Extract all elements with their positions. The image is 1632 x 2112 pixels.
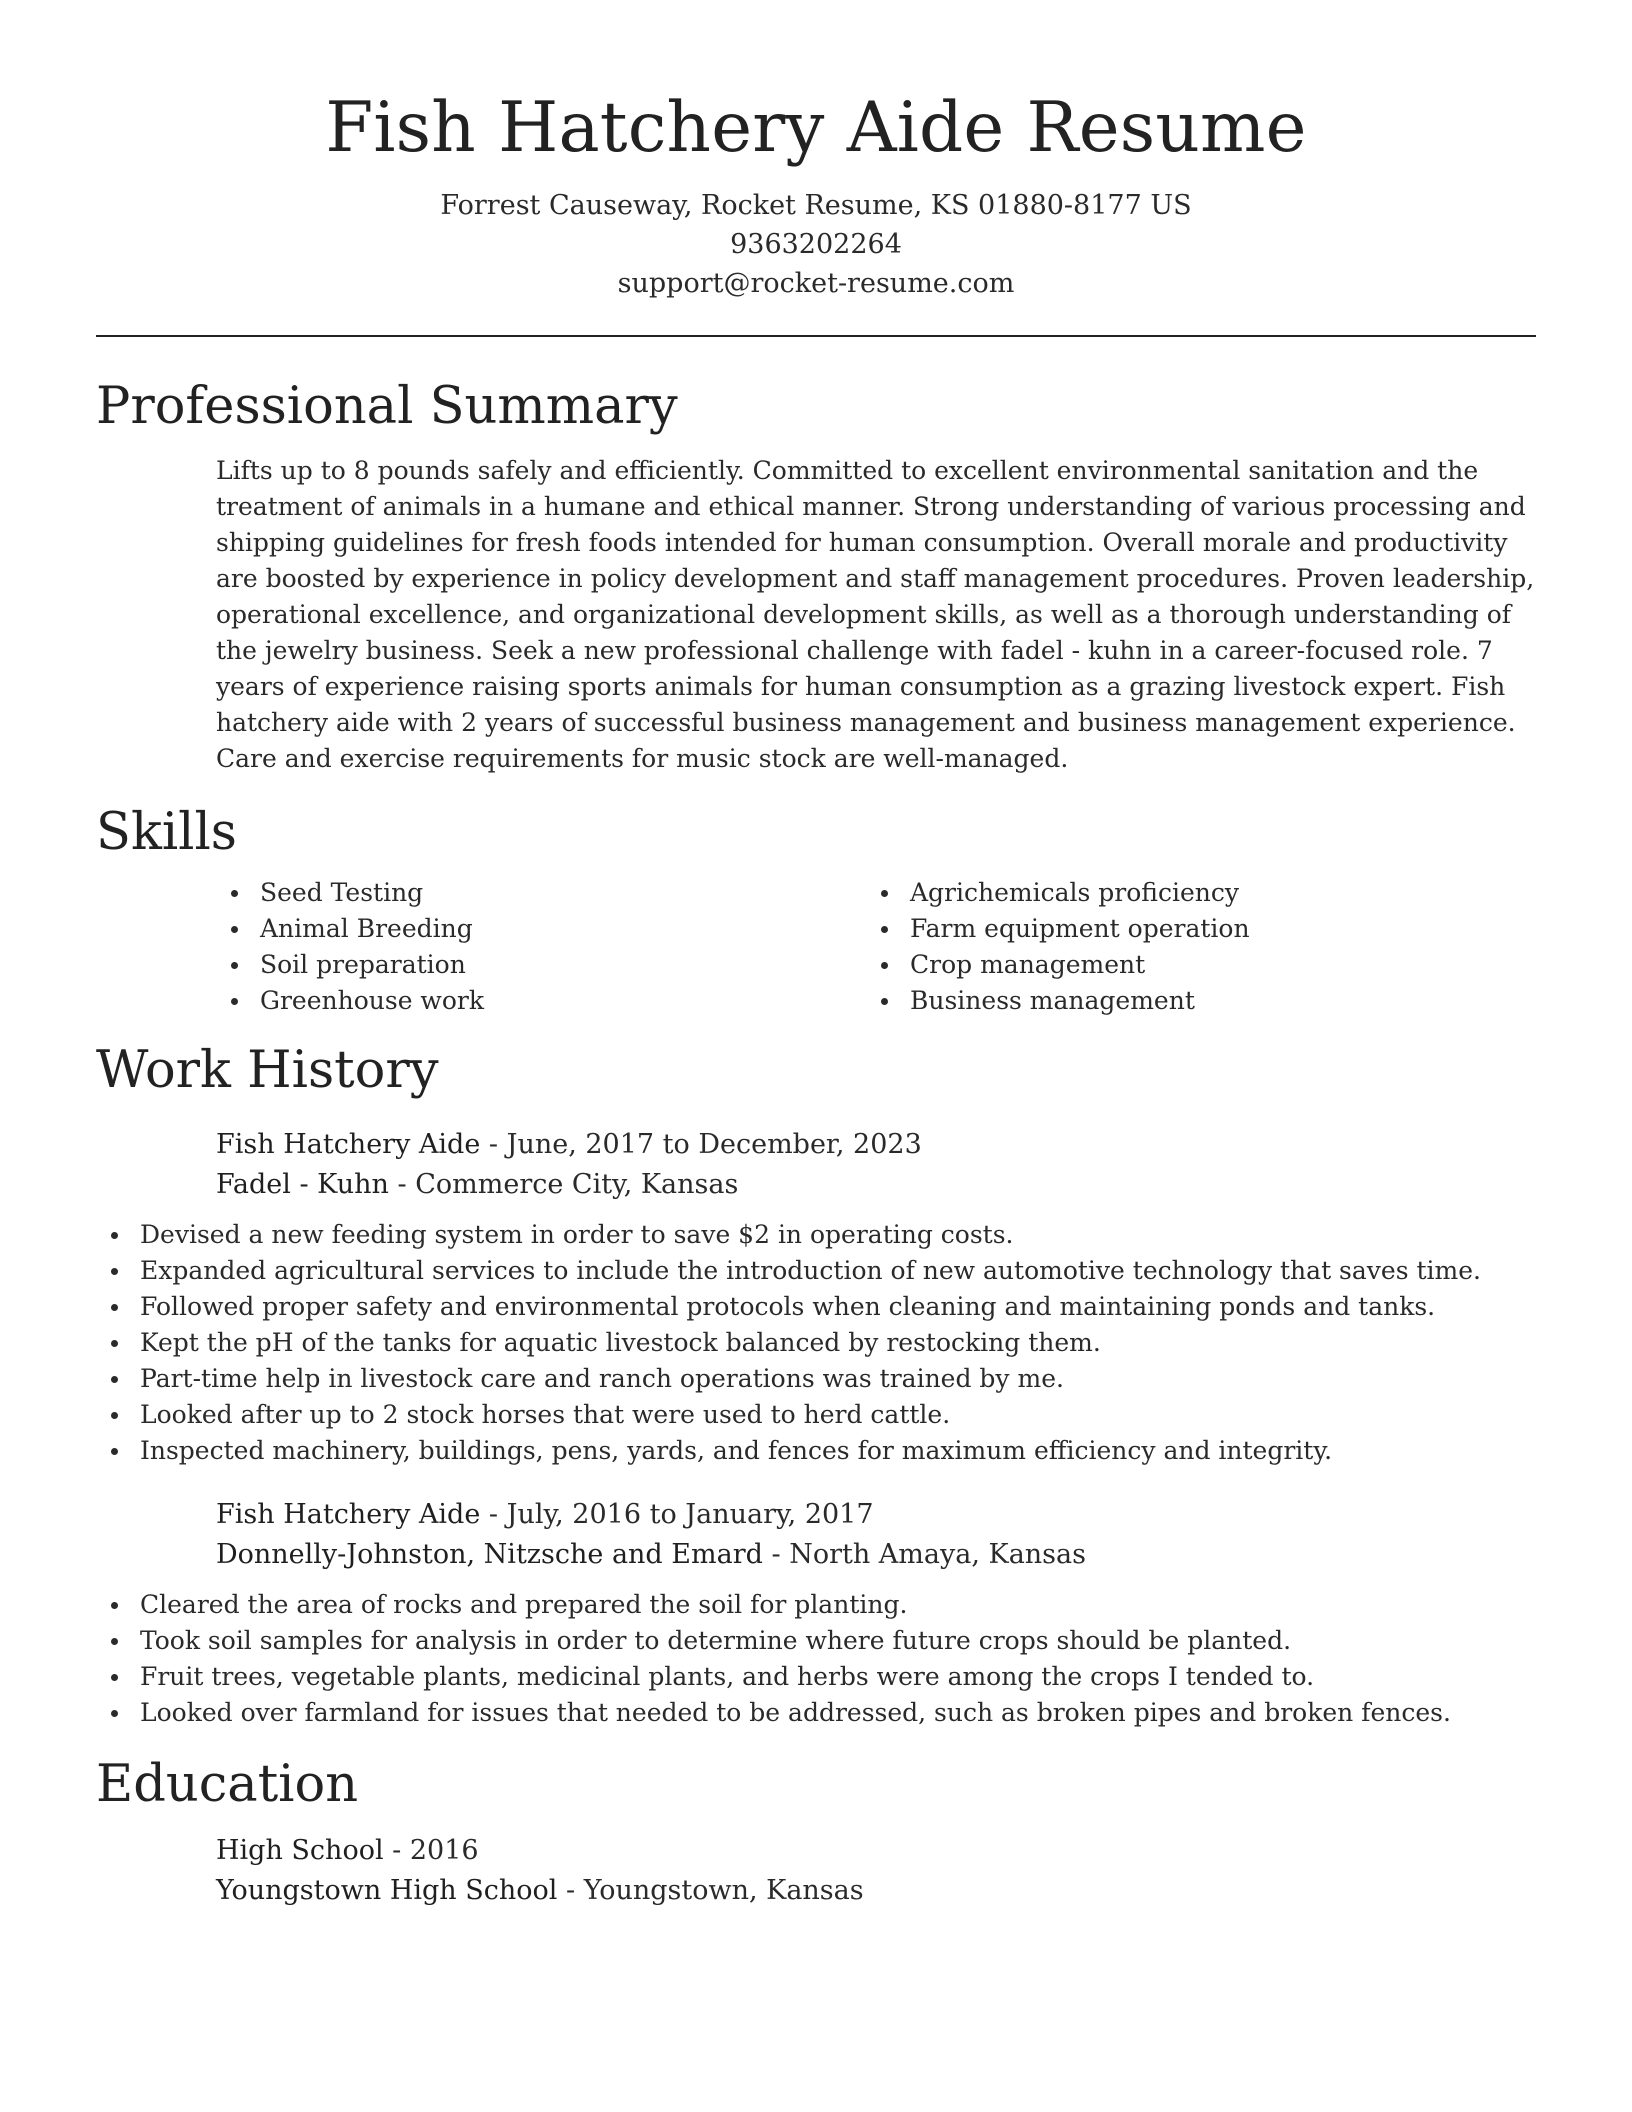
- duty-item: Expanded agricultural services to include the introduction of new automotive technology that saves time.: [96, 1253, 1536, 1289]
- skill-item: Animal Breeding: [216, 911, 866, 947]
- skill-item: Seed Testing: [216, 875, 866, 911]
- duty-item: Devised a new feeding system in order to save $2 in operating costs.: [96, 1217, 1536, 1253]
- duty-item: Looked over farmland for issues that needed to be addressed, such as broken pipes and broken fences.: [96, 1695, 1536, 1731]
- duty-item: Fruit trees, vegetable plants, medicinal plants, and herbs were among the crops I tended to.: [96, 1659, 1536, 1695]
- skills-column-left: [216, 875, 866, 1019]
- job-location: - North Amaya, Kansas: [762, 1539, 1086, 1570]
- skill-item: Soil preparation: [216, 947, 866, 983]
- contact-block: [96, 186, 1536, 303]
- job-company-line: [216, 1165, 1536, 1205]
- education-degree: High School: [216, 1835, 384, 1866]
- resume-page: [96, 0, 1536, 1911]
- duty-item: Kept the pH of the tanks for aquatic livestock balanced by restocking them.: [96, 1325, 1536, 1361]
- job-company: Fadel - Kuhn: [216, 1169, 389, 1200]
- job-company: Donnelly-Johnston, Nitzsche and Emard: [216, 1539, 763, 1570]
- job-company-line: [216, 1535, 1536, 1575]
- work-heading: Work History: [96, 1041, 439, 1100]
- duty-item: Cleared the area of rocks and prepared the soil for planting.: [96, 1587, 1536, 1623]
- contact-address: Forrest Causeway, Rocket Resume, KS 01880-8177 US: [440, 190, 1192, 221]
- skills-column-right: [866, 875, 1516, 1019]
- job-duties-2: [96, 1587, 1536, 1731]
- education-year: - 2016: [383, 1835, 479, 1866]
- education-school: Youngstown High School: [216, 1875, 558, 1906]
- education-location: - Youngstown, Kansas: [557, 1875, 864, 1906]
- skill-item: Crop management: [866, 947, 1516, 983]
- resume-title: Fish Hatchery Aide Resume: [325, 88, 1307, 168]
- job-dates: - July, 2016 to January, 2017: [480, 1499, 874, 1530]
- contact-phone: 9363202264: [730, 229, 902, 260]
- duty-item: Part-time help in livestock care and ranch operations was trained by me.: [96, 1361, 1536, 1397]
- job-duties-1: [96, 1217, 1536, 1469]
- skill-item: Agrichemicals proficiency: [866, 875, 1516, 911]
- skills-heading: Skills: [96, 803, 237, 862]
- education-school-line: [216, 1871, 1536, 1911]
- header-divider: [96, 335, 1536, 337]
- duty-item: Inspected machinery, buildings, pens, yards, and fences for maximum efficiency and integrity.: [96, 1433, 1536, 1469]
- job-entry-1: [216, 1125, 1536, 1205]
- duty-item: Followed proper safety and environmental protocols when cleaning and maintaining ponds and tanks.: [96, 1289, 1536, 1325]
- education-heading: Education: [96, 1755, 359, 1814]
- job-title-line: [216, 1495, 1536, 1535]
- summary-heading: Professional Summary: [96, 377, 678, 436]
- skill-item: Farm equipment operation: [866, 911, 1516, 947]
- job-title: Fish Hatchery Aide: [216, 1499, 481, 1530]
- skill-item: Greenhouse work: [216, 983, 866, 1019]
- job-title: Fish Hatchery Aide: [216, 1129, 481, 1160]
- duty-item: Took soil samples for analysis in order to determine where future crops should be planted.: [96, 1623, 1536, 1659]
- contact-email: support@rocket-resume.com: [617, 268, 1015, 299]
- job-location: - Commerce City, Kansas: [388, 1169, 739, 1200]
- education-degree-line: [216, 1831, 1536, 1871]
- duty-item: Looked after up to 2 stock horses that were used to herd cattle.: [96, 1397, 1536, 1433]
- summary-text: Lifts up to 8 pounds safely and efficiently. Committed to excellent environmental sanitation and the treatment of animals in a humane and ethical manner. Strong understanding of various processing and shipping guidelines for fresh foods intended for human consumption. Overall morale and productivity are boosted by experience in policy development and staff management procedures. Proven leadership, operational excellence, and organizational development skills, as well as a thorough understanding of the jewelry business. Seek a new professional challenge with fadel - kuhn in a career-focused role. 7 years of experience raising sports animals for human consumption as a grazing livestock expert. Fish hatchery aide with 2 years of successful business management and business management experience. Care and exercise requirements for music stock are well-managed.: [216, 456, 1535, 773]
- job-title-line: [216, 1125, 1536, 1165]
- job-entry-2: [216, 1495, 1536, 1575]
- skills-list: [216, 875, 1536, 1019]
- skill-item: Business management: [866, 983, 1516, 1019]
- education-entry: [216, 1831, 1536, 1911]
- job-dates: - June, 2017 to December, 2023: [480, 1129, 922, 1160]
